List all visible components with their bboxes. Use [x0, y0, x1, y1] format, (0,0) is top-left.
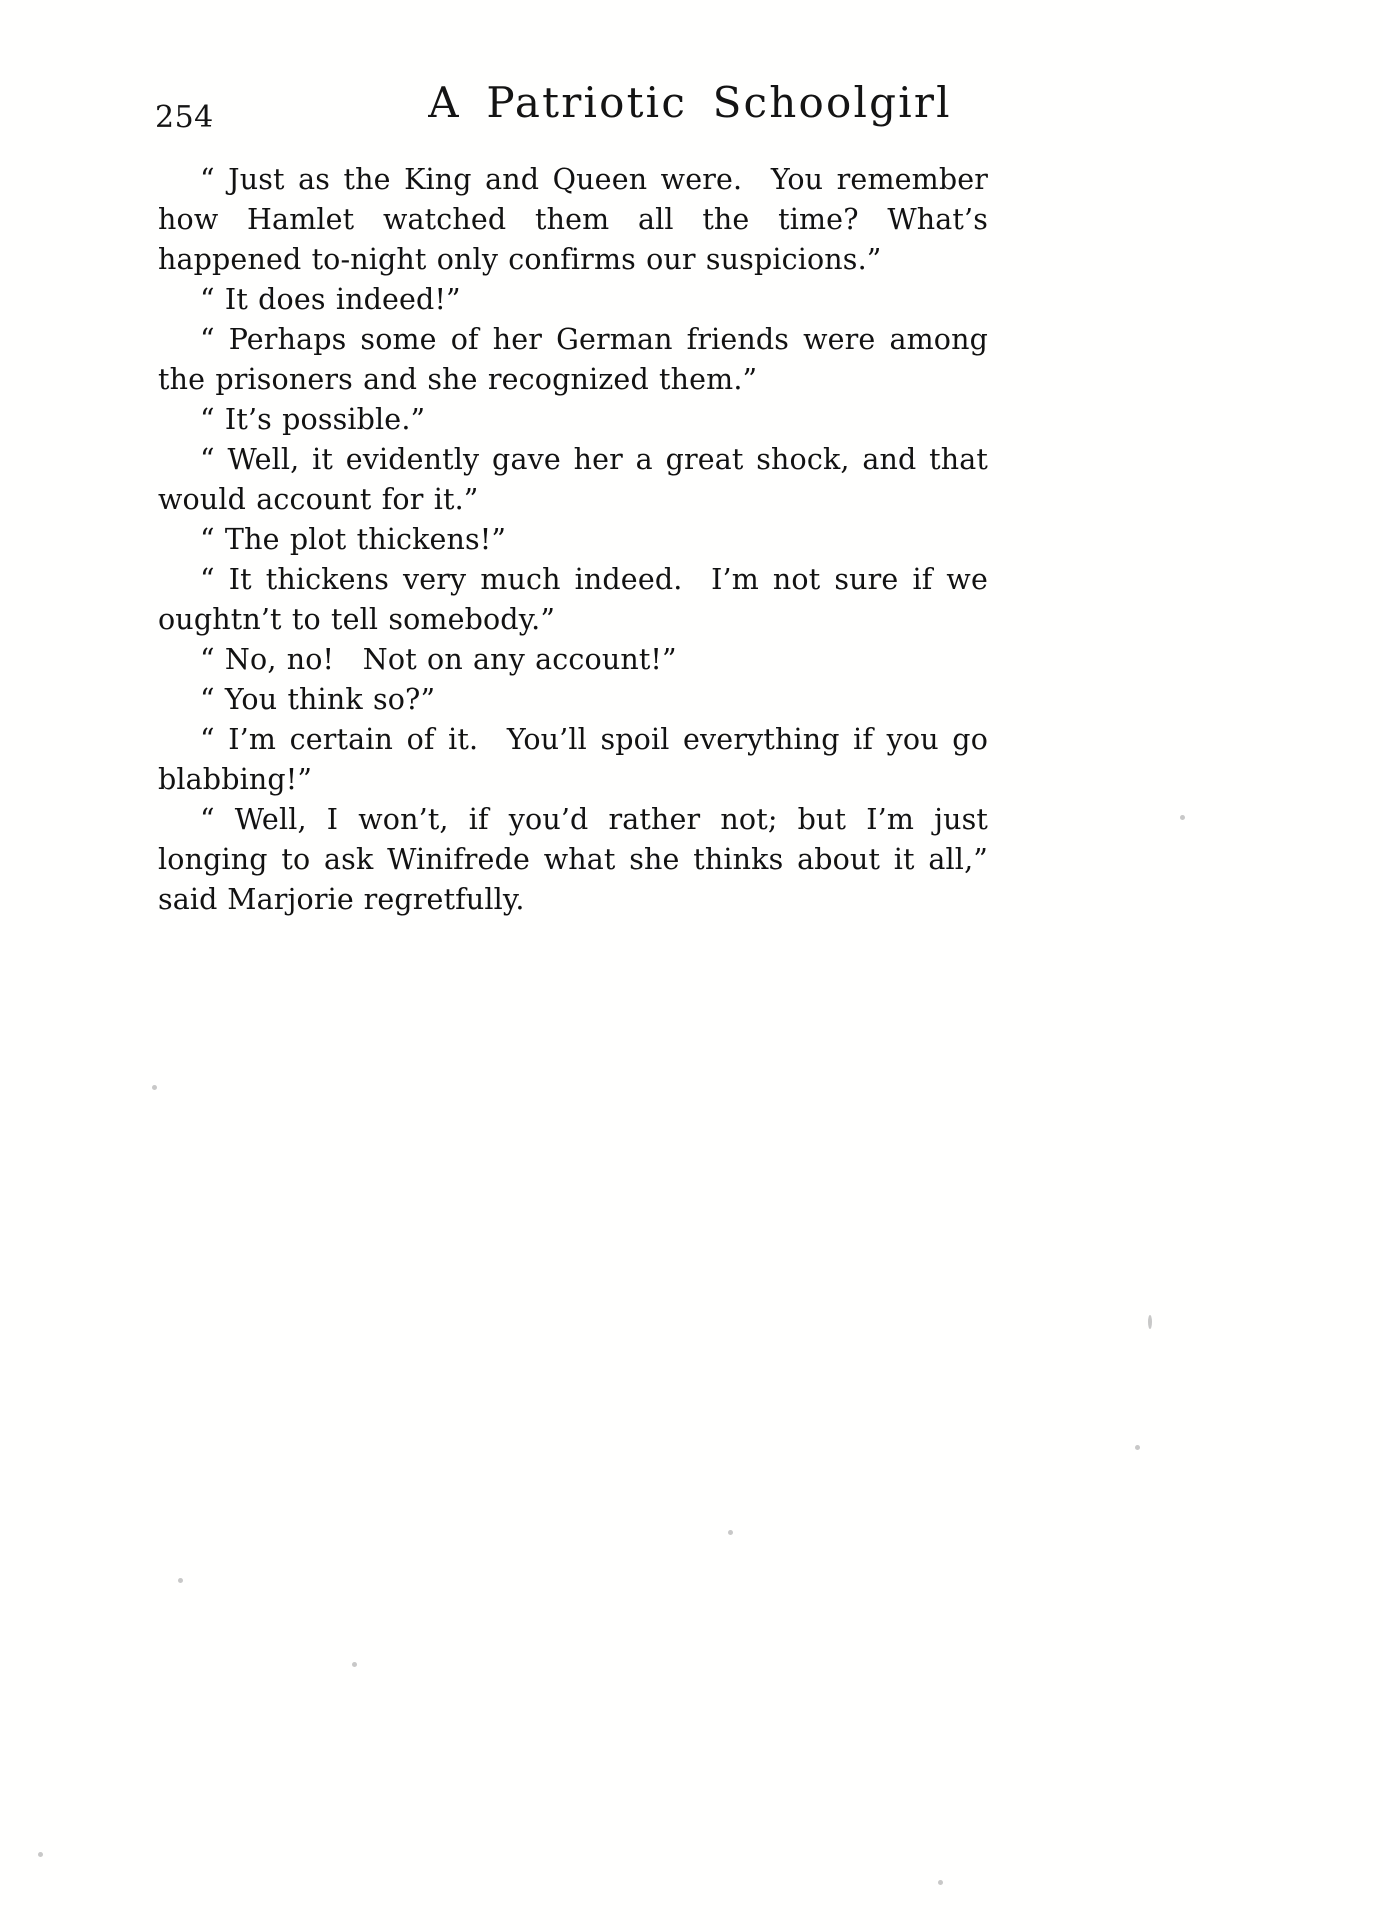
- paragraph: “ Just as the King and Queen were. You remember how Hamlet watched them all the time? What’s happened to-night only confirms our suspicions.”: [158, 163, 988, 276]
- scan-speck: [178, 1578, 183, 1583]
- paragraph: “ You think so?”: [200, 683, 436, 716]
- paragraph: “ The plot thickens!”: [200, 523, 507, 556]
- paragraph: “ I’m certain of it. You’ll spoil everything if you go blabbing!”: [158, 723, 988, 796]
- scan-speck: [1135, 1445, 1140, 1450]
- page-number: 254: [155, 100, 214, 135]
- paragraph: “ Well, it evidently gave her a great shock, and that would account for it.”: [158, 443, 988, 516]
- scan-speck: [152, 1085, 157, 1090]
- paragraph: “ It does indeed!”: [200, 283, 461, 316]
- paragraph: “ Well, I won’t, if you’d rather not; but I’m just longing to ask Winifrede what she thinks about it all,” said Marjorie regretfully.: [158, 803, 988, 916]
- page-header: [150, 78, 1230, 148]
- running-title: A Patriotic Schoolgirl: [428, 78, 952, 127]
- paragraph: “ No, no! Not on any account!”: [200, 643, 677, 676]
- scan-speck: [352, 1662, 357, 1667]
- paragraph: “ It thickens very much indeed. I’m not sure if we oughtn’t to tell somebody.”: [158, 563, 988, 636]
- scan-speck: [1180, 815, 1185, 820]
- paragraph: “ It’s possible.”: [200, 403, 426, 436]
- scan-speck: [938, 1880, 943, 1885]
- paragraph: “ Perhaps some of her German friends were among the prisoners and she recognized them.”: [158, 323, 988, 396]
- body-text: [158, 160, 988, 920]
- scan-speck: [38, 1852, 43, 1857]
- scan-speck: [728, 1530, 733, 1535]
- scan-speck: [1148, 1315, 1152, 1329]
